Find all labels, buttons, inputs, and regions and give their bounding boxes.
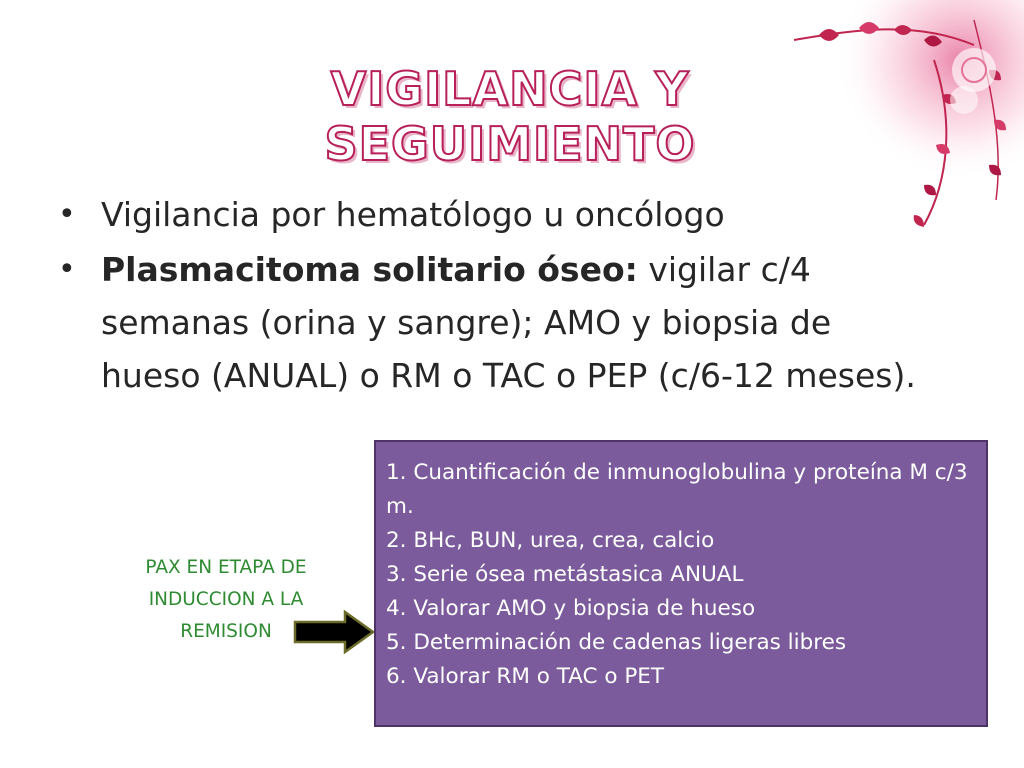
monitoring-item: 1. Cuantificación de inmunoglobulina y proteína M c/3 m. [386, 460, 968, 519]
right-arrow-icon [293, 610, 375, 654]
bullet-text: vigilar c/4 semanas (orina y sangre); AMO y biopsia de hueso (ANUAL) o RM o TAC o PEP (c/6-12 meses). [101, 250, 916, 395]
bullet-list [58, 188, 938, 404]
induction-label-line: REMISION [180, 621, 272, 642]
bullet-text: Vigilancia por hematólogo u oncólogo [101, 195, 725, 234]
bullet-item [58, 243, 938, 402]
bullet-item [58, 188, 938, 241]
induction-label-line: PAX EN ETAPA DE [145, 557, 307, 578]
monitoring-box [374, 440, 988, 727]
induction-label-line: INDUCCION A LA [148, 589, 304, 610]
monitoring-item: 6. Valorar RM o TAC o PET [386, 664, 664, 689]
monitoring-item: 4. Valorar AMO y biopsia de hueso [386, 596, 756, 621]
bullet-bold-lead: Plasmacitoma solitario óseo: [101, 250, 638, 289]
bullet-marker: • [58, 252, 76, 287]
monitoring-item: 5. Determinación de cadenas ligeras libres [386, 630, 847, 655]
bullet-marker: • [58, 197, 76, 232]
slide-title: VIGILANCIA Y SEGUIMIENTO [324, 62, 696, 172]
monitoring-item: 3. Serie ósea metástasica ANUAL [386, 562, 744, 587]
monitoring-item: 2. BHc, BUN, urea, crea, calcio [386, 528, 715, 553]
